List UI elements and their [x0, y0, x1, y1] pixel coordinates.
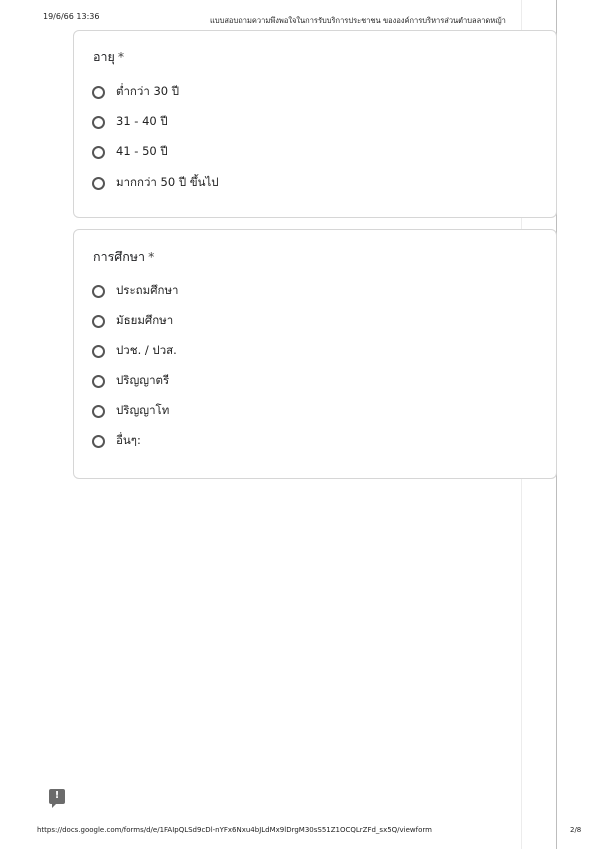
required-asterisk: * — [148, 249, 155, 264]
radio-option-label: 41 - 50 ปี — [116, 144, 168, 158]
radio-option-label: ประถมศึกษา — [116, 283, 179, 297]
required-asterisk: * — [117, 49, 125, 64]
radio-option-label: ปวช. / ปวส. — [116, 343, 177, 357]
question-title-text: อายุ — [93, 49, 115, 64]
radio-button-icon[interactable] — [92, 405, 105, 418]
radio-option-label: ปริญญาโท — [116, 403, 170, 417]
radio-option[interactable] — [92, 402, 169, 420]
radio-option[interactable] — [92, 372, 169, 390]
question-title — [93, 247, 154, 267]
radio-button-icon[interactable] — [92, 345, 105, 358]
radio-button-icon[interactable] — [92, 116, 105, 129]
radio-option[interactable] — [92, 83, 179, 101]
radio-option-other[interactable] — [92, 432, 141, 450]
question-title — [93, 47, 124, 67]
radio-button-icon[interactable] — [92, 285, 105, 298]
radio-option[interactable] — [92, 143, 168, 161]
radio-option-label: มากกว่า 50 ปี ขึ้นไป — [116, 175, 219, 189]
print-header — [0, 10, 600, 26]
question-card-age — [73, 30, 557, 218]
print-form-title: แบบสอบถามความพึงพอใจในการรับบริการประชาชน ขององค์การบริหารส่วนตำบลลาดหญ้า — [210, 16, 506, 25]
radio-option[interactable] — [92, 342, 177, 360]
radio-option-label: 31 - 40 ปี — [116, 114, 168, 128]
radio-button-icon[interactable] — [92, 435, 105, 448]
radio-option[interactable] — [92, 174, 219, 192]
radio-button-icon[interactable] — [92, 375, 105, 388]
question-title-text: การศึกษา — [93, 249, 146, 264]
footer-page-number: 2/8 — [570, 826, 582, 834]
radio-option-label: ปริญญาตรี — [116, 373, 170, 387]
radio-button-icon[interactable] — [92, 177, 105, 190]
radio-option-label: อื่นๆ: — [116, 433, 141, 447]
print-timestamp: 19/6/66 13:36 — [43, 12, 100, 21]
radio-option-label: มัธยมศึกษา — [116, 313, 174, 327]
radio-button-icon[interactable] — [92, 86, 105, 99]
radio-option-label: ต่ำกว่า 30 ปี — [116, 84, 180, 98]
report-feedback-icon[interactable]: ! — [49, 789, 65, 804]
radio-option[interactable] — [92, 113, 168, 131]
radio-button-icon[interactable] — [92, 315, 105, 328]
radio-option[interactable] — [92, 312, 173, 330]
radio-button-icon[interactable] — [92, 146, 105, 159]
footer-url: https://docs.google.com/forms/d/e/1FAIpQLSd9cDl-nYFx6Nxu4bJLdMx9lDrgM30sS51Z1OCQLrZFd_sx5Q/viewform — [37, 826, 432, 834]
question-card-education — [73, 229, 557, 479]
radio-option[interactable] — [92, 282, 179, 300]
